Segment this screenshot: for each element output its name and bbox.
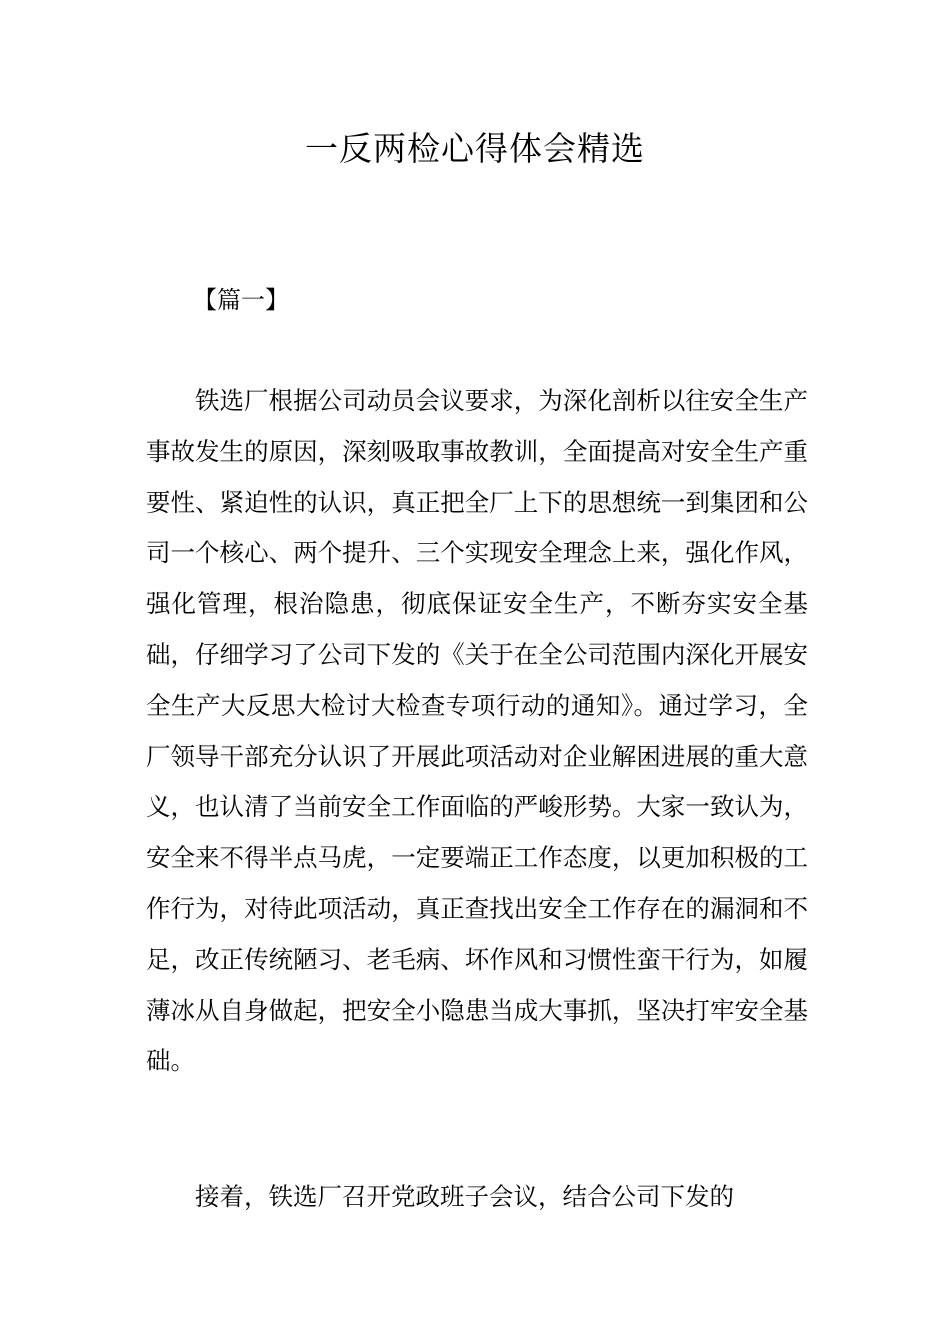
body-paragraph-1: 铁选厂根据公司动员会议要求，为深化剖析以往安全生产事故发生的原因，深刻吸取事故教训，全面提高对安全生产重要性、紧迫性的认识，真正把全厂上下的思想统一到集团和公司一个核心、两个提升、三个实现安全理念上来，强化作风，强化管理，根治隐患，彻底保证安全生产，不断夯实安全基础，仔细学习了公司下发的《关于在全公司范围内深化开展安全生产大反思大检讨大检查专项行动的通知》。通过学习，全厂领导干部充分认识了开展此项活动对企业解困进展的重大意义，也认清了当前安全工作面临的严峻形势。大家一致认为，安全来不得半点马虎，一定要端正工作态度，以更加积极的工作行为，对待此项活动，真正查找出安全工作存在的漏洞和不足，改正传统陋习、老毛病、坏作风和习惯性蛮干行为，如履薄冰从自身做起，把安全小隐患当成大事抓，坚决打牢安全基础。 xyxy=(146,386,808,1076)
document-title: 一反两检心得体会精选 xyxy=(305,129,645,168)
section-heading: 【篇一】 xyxy=(193,286,289,314)
body-paragraph-2: 接着，铁选厂召开党政班子会议，结合公司下发的 xyxy=(195,1182,734,1211)
